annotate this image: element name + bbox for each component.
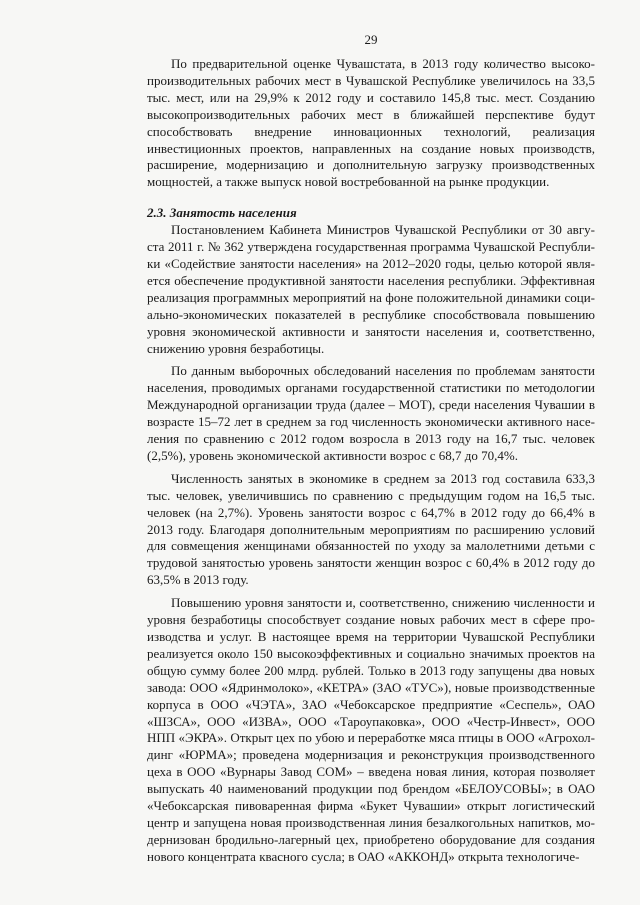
intro-paragraph: По предварительной оценке Чувашстата, в 2013 году количество высокопроизводительных рабочих мест в Чувашской Республике увеличилось на 33,5 тыс. мест, или на 29,9% к 2012 году и составило 145,8 тыс. мест. Созданию высокопроизводительных рабочих мест в ближайшей перспективе будут способствовать внедрение инновационных технологий, реализация инвестиционных проектов, направленных на создание новых производств, расширение, модернизацию и дополнительную загрузку производственных мощностей, а также выпуск новой востребованной на рынке продукции. xyxy=(147,56,595,190)
section-paragraph-4: Повышению уровня занятости и, соответственно, снижению численности и уровня безработицы способствует создание новых рабочих мест в сфере производства и услуг. В настоящее время на территории Чувашской Республики реализуется около 150 высокоэффективных и социально значимых проектов на общую сумму более 200 млрд. рублей. Только в 2013 году запущены два новых завода: ООО «Ядринмолоко», «КЕТРА» (ЗАО «ТУС»), новые производственные корпуса в ООО «ЧЭТА», ЗАО «Чебоксарское предприятие «Сеспель», ОАО «ШЗСА», ООО «ИЗВА», ООО «Тароупаковка», ООО «Честр-Инвест», ООО НПП «ЭКРА». Открыт цех по убою и переработке мяса птицы в ООО «Агрохолдинг «ЮРМА»; проведена модернизация и реконструкция производственного цеха в ООО «Вурнары Завод СОМ» – введена новая линия, которая позволяет выпускать 40 наименований продукции под брендом «БЕЛОУСОВЫ»; в ОАО «Чебоксарская пивоваренная фирма «Букет Чувашии» открыт логистический центр и запущена новая производственная линия безалкогольных напитков, модернизован бродильно-лагерный цех, приобретено оборудование для создания нового концентрата квасного сусла; в ОАО «АККОНД» открыта технологиче- xyxy=(147,595,595,864)
section-paragraph-2: По данным выборочных обследований населения по проблемам занятости населения, проводимых органами государственной статистики по методологии Международной организации труда (далее – МОТ), среди населения Чувашии в возрасте 15–72 лет в среднем за год численность экономически активного населения по сравнению с 2012 годом возросла в 2013 году на 16,7 тыс. человек (2,5%), уровень экономической активности возрос с 68,7 до 70,4%. xyxy=(147,363,595,463)
page-number: 29 xyxy=(364,32,378,47)
section-title: 2.3. Занятость населения xyxy=(147,205,297,221)
section-paragraph-3: Численность занятых в экономике в среднем за 2013 год составила 633,3 тыс. человек, увеличившись по сравнению с предыдущим годом на 16,5 тыс. человек (на 2,7%). Уровень занятости возрос с 64,7% в 2012 году до 66,4% в 2013 году. Благодаря дополнительным мероприятиям по расширению условий для совмещения женщинами обязанностей по уходу за малолетними детьми с трудовой занятостью уровень занятости женщин возрос с 60,4% в 2012 году до 63,5% в 2013 году. xyxy=(147,470,595,588)
section-paragraph-1: Постановлением Кабинета Министров Чувашской Республики от 30 августа 2011 г. № 362 утверждена государственная программа Чувашской Республики «Содействие занятости населения» на 2012–2020 годы, целью которой является обеспечение продуктивной занятости населения республики. Эффективная реализация программных мероприятий на фоне положительной динамики социально-экономических показателей в республике способствовала повышению уровня экономической активности и занятости населения и, соответственно, снижению уровня безработицы. xyxy=(147,222,595,356)
